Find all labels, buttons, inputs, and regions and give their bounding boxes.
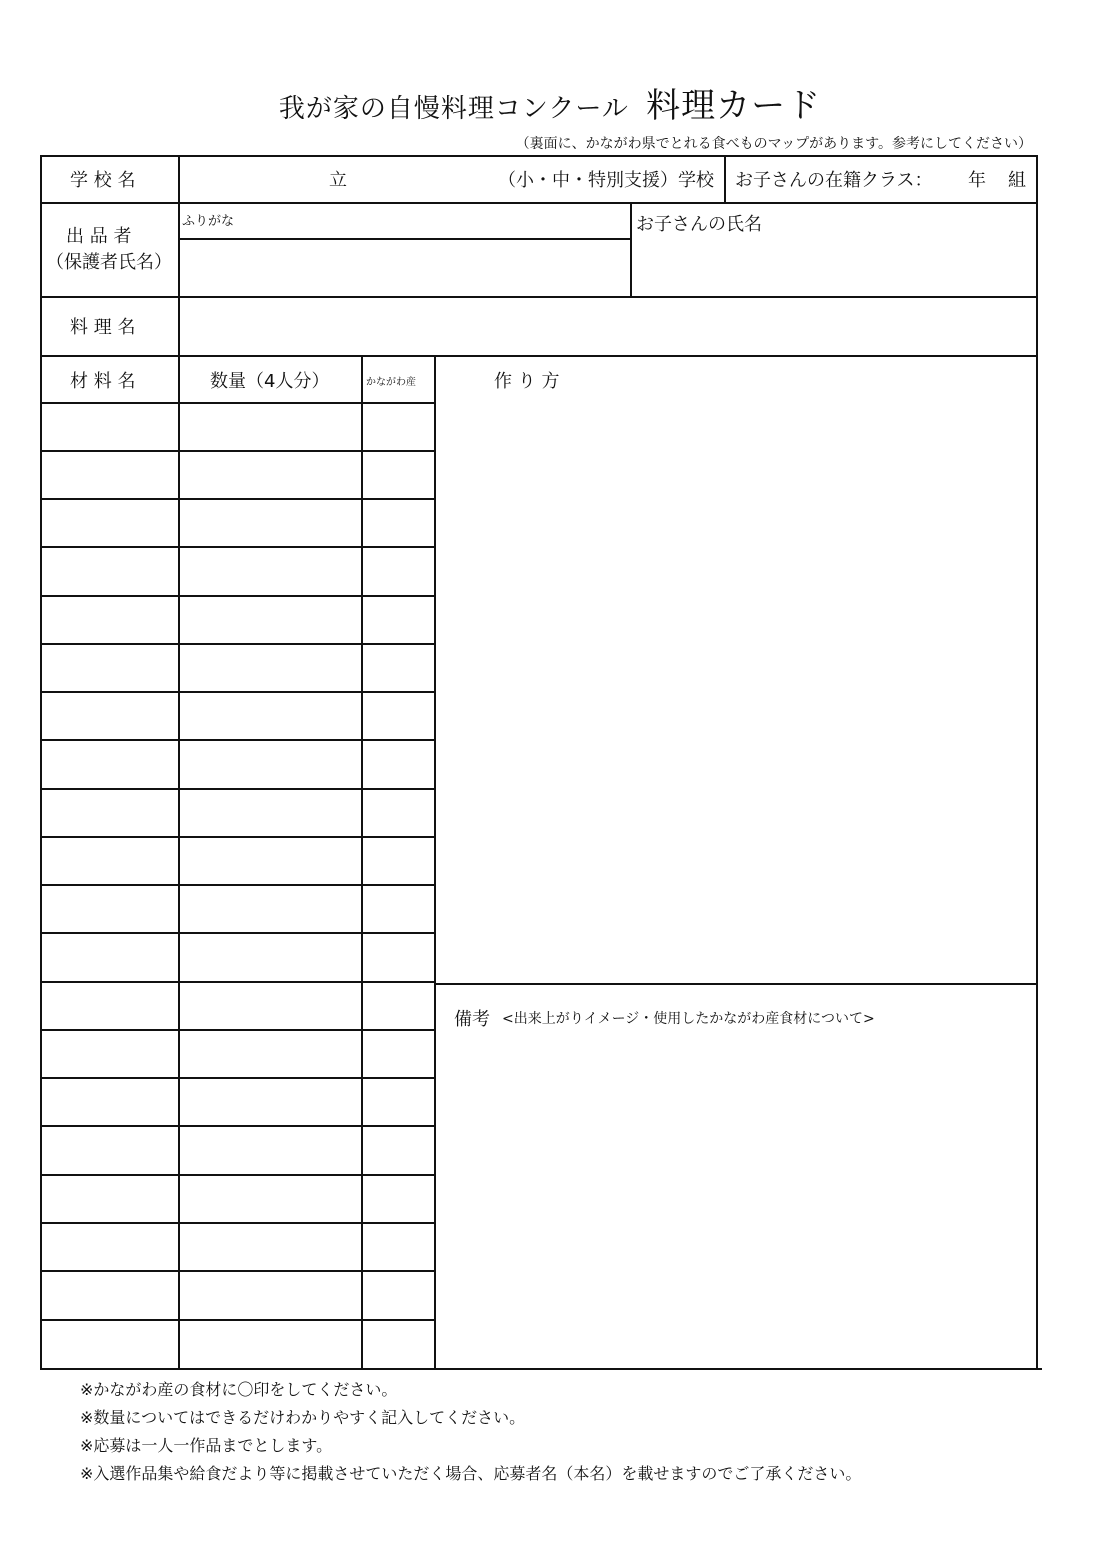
furigana-label: ふりがな [182,214,235,229]
footnote-1: ※かながわ産の食材に〇印をしてください。 [80,1380,398,1399]
subtitle-note: （裏面に、かながわ県でとれる食べものマップがあります。参考にしてください） [515,136,1032,152]
class-unit: 組 [1008,170,1026,191]
school-name-label: 学 校 名 [70,170,136,191]
quantity-header: 数量（4人分） [210,371,330,392]
school-dachi: 立 [329,170,347,191]
local-produce-header: かながわ産 [366,377,416,388]
remarks-label: 備考 [454,1009,490,1030]
ingredient-header: 材 料 名 [70,371,136,392]
method-header: 作 り 方 [494,371,560,392]
exhibitor-label: 出 品 者 [66,226,132,247]
child-name-label: お子さんの氏名 [636,214,762,235]
footnote-3: ※応募は一人一作品までとします。 [80,1436,333,1455]
contest-title: 我が家の自慢料理コンクール [278,94,629,124]
card-title: 料理カード [646,86,822,126]
footnote-4: ※入選作品集や給食だより等に掲載させていただく場合、応募者名（本名）を載せますのでご了承ください。 [80,1464,862,1483]
class-label: お子さんの在籍クラス： [735,170,933,191]
exhibitor-sublabel: （保護者氏名） [46,252,172,273]
class-year: 年 [968,170,986,191]
school-types: （小・中・特別支援）学校 [498,170,714,191]
dish-name-label: 料 理 名 [70,317,136,338]
remarks-sublabel: <出来上がりイメージ・使用したかながわ産食材について> [502,1011,875,1027]
footnote-2: ※数量についてはできるだけわかりやすく記入してください。 [80,1408,526,1427]
